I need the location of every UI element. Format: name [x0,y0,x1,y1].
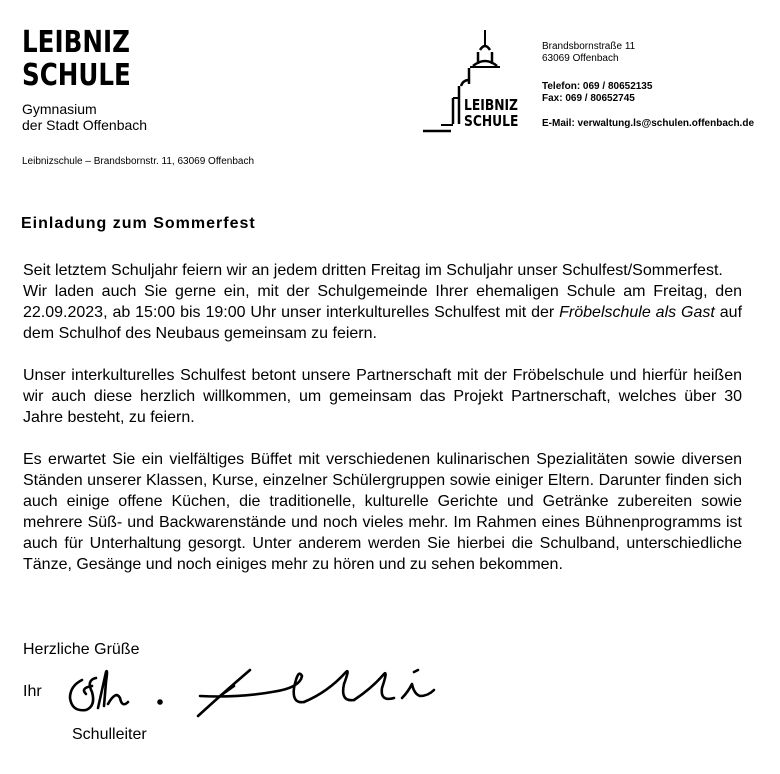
subtitle-line-1: Gymnasium [22,101,97,117]
contact-block [542,41,754,130]
paragraph-2: Unser interkulturelles Schulfest betont unsere Partnerschaft mit der Fröbelschule und hierfür heißen wir auch diese herzlich willkommen, um gemeinsam das Projekt Partnerschaft, welches über 30 Jahre besteht, zu feiern. [23,367,742,426]
school-subtitle [22,101,147,133]
ihr-label: Ihr [23,683,42,700]
subtitle-line-2: der Stadt Offenbach [22,117,148,133]
greeting: Herzliche Grüße [23,641,140,658]
paragraph-1b [23,281,742,344]
logo-line-1: LEIBNIZ [22,25,130,60]
contact-fax: Fax: 069 / 80652745 [542,93,635,104]
school-logo [22,26,131,92]
contact-street: Brandsbornstraße 11 [542,41,636,52]
paragraph-1a: Seit letztem Schuljahr feiern wir an jedem dritten Freitag im Schuljahr unser Schulfest/Sommerfest. [23,262,723,279]
signer-role: Schulleiter [72,726,147,743]
paragraph-1c-text: auf dem Schulhof des Neubaus gemeinsam zu feiern. [23,304,743,342]
signature-icon [62,658,437,723]
right-logo-line-1: LEIBNIZ [464,96,518,114]
letter-body [23,260,742,575]
paragraph-3: Es erwartet Sie ein vielfältiges Büffet mit verschiedenen kulinarischen Spezialitäten sowie diversen Ständen unserer Klassen, Kurse, einzelner Schülergruppen sowie einiger Eltern. Darunter finden sich auch einige offene Küchen, die traditionelle, kulturelle Gerichte und Getränke zubereiten sowie mehrere Süß- und Backwarenstände und noch vieles mehr. Im Rahmen eines Bühnenprogramms ist auch für Unterhaltung gesorgt. Unter anderem werden Sie hierbei die Schulband, unterschiedliche Tänze, Gesänge und noch einiges mehr zu hören und zu sehen bekommen. [23,451,742,573]
contact-email: E-Mail: verwaltung.ls@schulen.offenbach.de [542,118,755,129]
contact-phone: Telefon: 069 / 80652135 [542,81,653,92]
paragraph-1b-text: Wir laden auch Sie gerne ein, mit der Schulgemeinde Ihrer ehemaligen Schule am Freitag, den 22.09.2023, ab 15:00 bis 19:00 Uhr unser interkulturelles Schulfest mit der [23,283,742,321]
contact-city: 63069 Offenbach [542,53,619,64]
return-address: Leibnizschule – Brandsbornstr. 11, 63069 Offenbach [22,156,255,167]
letter-title: Einladung zum Sommerfest [21,215,256,232]
paragraph-1-italic: Fröbelschule als Gast [559,304,715,321]
right-logo-line-2: SCHULE [464,112,519,130]
right-logo-text [464,97,518,129]
logo-line-2: SCHULE [22,58,131,93]
